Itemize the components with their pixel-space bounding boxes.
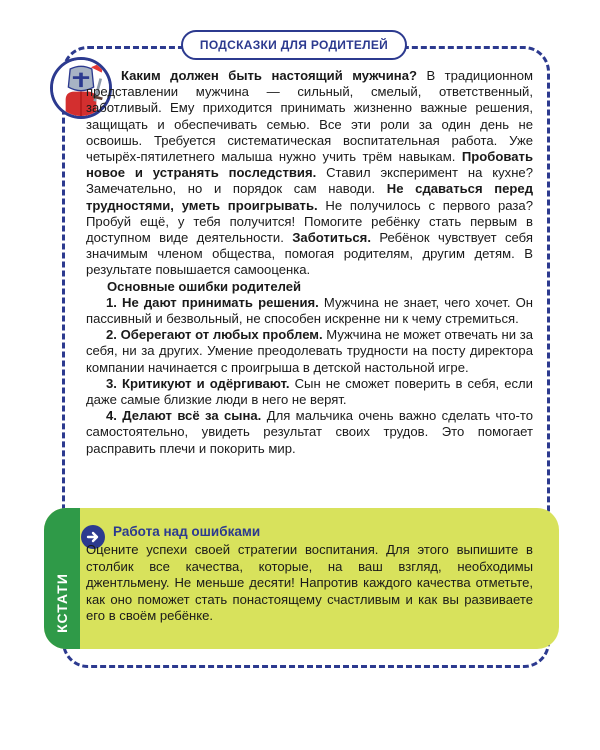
intro-paragraph [86,68,533,279]
mistakes-heading: Основные ошибки родителей [107,278,302,294]
mistake-item [86,408,533,457]
mistake-title: 1. Не дают принимать решения. [106,294,319,310]
intro-question: Каким должен быть настоящий мужчина? [121,68,417,83]
tip-title: Работа над ошибками [113,524,261,539]
tip-body [86,542,533,625]
intro-text-1: В традиционном представлении мужчина — сильный, смелый, ответственный, заботливый. Ему приходится принимать жизненно важные решения, защищать и обеспечивать семью. Все эти роли за один день не освоишь. Требуется систематическая воспитательная работа. Уже четырёх-пятилетнего малыша нужно учить трём навыкам. [86,68,533,165]
mistake-text: Сын не сможет поверить в себя, если даже самые близкие люди в него не верят. [86,375,533,408]
mistake-text: Для мальчика очень важно сделать что-то самостоятельно, увидеть результат своих трудов. Это помогает расправить плечи и покорить мир. [86,408,533,456]
skill-2: Не сдаваться перед трудностями, уметь проигрывать. [86,181,534,213]
intro-text-2: Ставил эксперимент на кухне? Замечательно, но и порядок сам наводи. [86,165,533,197]
header-title: ПОДСКАЗКИ ДЛЯ РОДИТЕЛЕЙ [181,30,407,60]
tip-side-label: КСТАТИ [54,573,70,633]
tip-body-text: Оцените успехи своей стратегии воспитания. Для этого выпишите в столбик все качества, которые, на ваш взгляд, необходимы джентльмену. Не меньше десяти! Напротив каждого качества отметьте, как оно поможет стать понастоящему счастливым и как вы развиваете его в своём ребёнке. [86,542,533,624]
mistake-title: 2. Оберегают от любых проблем. [106,327,323,343]
tip-side-bar [44,508,80,649]
mistake-title: 4. Делают всё за сына. [106,408,262,424]
intro-text-3: Не получилось с первого раза? Пробуй ещё, у тебя получится! Помогите ребёнку стать первым в доступном виде деятельности. [86,197,534,246]
mistake-item [86,327,533,376]
skill-1: Пробовать новое и устранять последствия. [86,149,533,181]
main-text [86,68,533,457]
mistake-text: Мужчина не знает, чего хочет. Он пассивный и безвольный, не способен искренне ни к чему стремиться. [86,294,533,327]
intro-text-4: Ребёнок чувствует себя значимым членом общества, помогая родителям, другим детям. В результате повышается самооценка. [86,230,533,278]
mistake-text: Мужчина не может отвечать ни за себя, ни за других. Умение преодолевать трудности на посту директора компании начинается с проигрыша в детской настольной игре. [86,327,534,375]
mistake-item [86,376,533,408]
skill-3: Заботиться. [292,230,371,246]
mistake-item [86,295,533,327]
mistake-title: 3. Критикуют и одёргивают. [106,375,290,391]
